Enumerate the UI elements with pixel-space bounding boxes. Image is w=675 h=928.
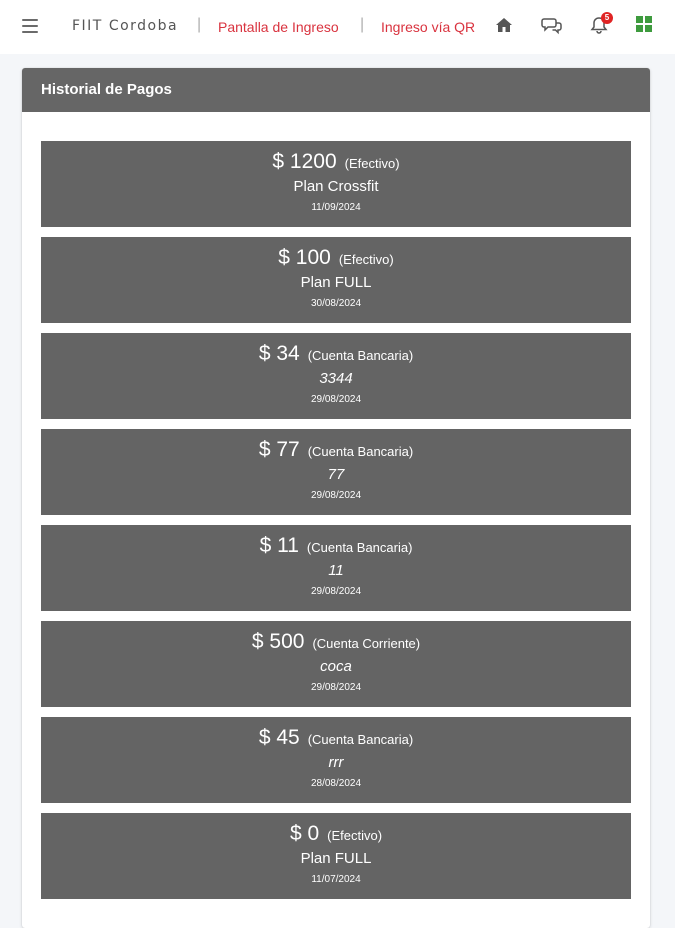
payment-item	[41, 333, 631, 419]
payment-amount-line	[41, 245, 631, 270]
payment-description: Plan FULL	[300, 274, 372, 291]
top-navbar	[0, 0, 675, 54]
payment-item	[41, 525, 631, 611]
payment-method: (Cuenta Corriente)	[312, 636, 421, 651]
payment-date: 29/08/2024	[310, 394, 362, 405]
payment-method: (Cuenta Bancaria)	[307, 348, 414, 363]
card-title: Historial de Pagos	[22, 68, 650, 112]
payment-amount-line	[41, 821, 631, 846]
payment-amount: $ 1200	[272, 150, 337, 173]
payment-amount-line	[41, 725, 631, 750]
payment-date: 28/08/2024	[310, 778, 362, 789]
nav-separator: |	[197, 16, 202, 33]
payment-history-card	[22, 68, 650, 928]
payment-amount: $ 500	[251, 630, 305, 653]
payment-amount: $ 34	[258, 342, 300, 365]
nav-separator: |	[360, 16, 365, 33]
payment-description: Plan FULL	[300, 850, 372, 867]
payment-amount: $ 45	[258, 726, 300, 749]
payment-amount: $ 11	[259, 534, 299, 557]
payment-amount-line	[41, 437, 631, 462]
payment-date: 11/07/2024	[311, 874, 361, 885]
payment-description: rrr	[328, 754, 344, 771]
payment-amount-line	[41, 629, 631, 654]
payment-amount-line	[41, 149, 631, 174]
payment-date: 29/08/2024	[310, 490, 362, 501]
payment-method: (Efectivo)	[327, 828, 383, 843]
home-icon[interactable]	[494, 15, 516, 37]
payment-date: 29/08/2024	[310, 586, 362, 597]
payment-item	[41, 621, 631, 707]
payment-method: (Cuenta Bancaria)	[307, 732, 414, 747]
payment-description: coca	[320, 658, 352, 675]
payment-item	[41, 717, 631, 803]
payment-item	[41, 429, 631, 515]
menu-icon[interactable]	[22, 19, 38, 33]
apps-grid-icon[interactable]	[635, 15, 657, 37]
payment-description: 77	[327, 466, 345, 483]
payment-method: (Efectivo)	[338, 252, 394, 267]
payment-amount: $ 100	[278, 246, 331, 269]
bell-icon[interactable]	[590, 15, 612, 37]
nav-link-pantalla-ingreso[interactable]: Pantalla de Ingreso	[218, 19, 339, 35]
payment-description: 3344	[319, 370, 353, 387]
payment-date: 29/08/2024	[310, 682, 362, 693]
notification-badge: 5	[601, 12, 613, 24]
payment-item	[41, 237, 631, 323]
payment-item	[41, 141, 631, 227]
payment-method: (Efectivo)	[344, 156, 400, 171]
brand-name[interactable]: FIIT Cordoba	[72, 18, 179, 34]
payment-list	[41, 141, 631, 909]
payment-description: Plan Crossfit	[293, 178, 379, 195]
payment-amount: $ 77	[258, 438, 300, 461]
payment-date: 30/08/2024	[310, 298, 362, 309]
chat-icon[interactable]	[541, 15, 563, 37]
payment-amount: $ 0	[289, 822, 320, 845]
payment-description: 11	[328, 562, 344, 579]
payment-amount-line	[41, 341, 631, 366]
payment-method: (Cuenta Bancaria)	[307, 444, 414, 459]
nav-link-ingreso-qr[interactable]: Ingreso vía QR	[381, 19, 476, 35]
payment-item	[41, 813, 631, 899]
payment-date: 11/09/2024	[311, 202, 361, 213]
payment-amount-line	[41, 533, 631, 558]
payment-method: (Cuenta Bancaria)	[306, 540, 413, 555]
